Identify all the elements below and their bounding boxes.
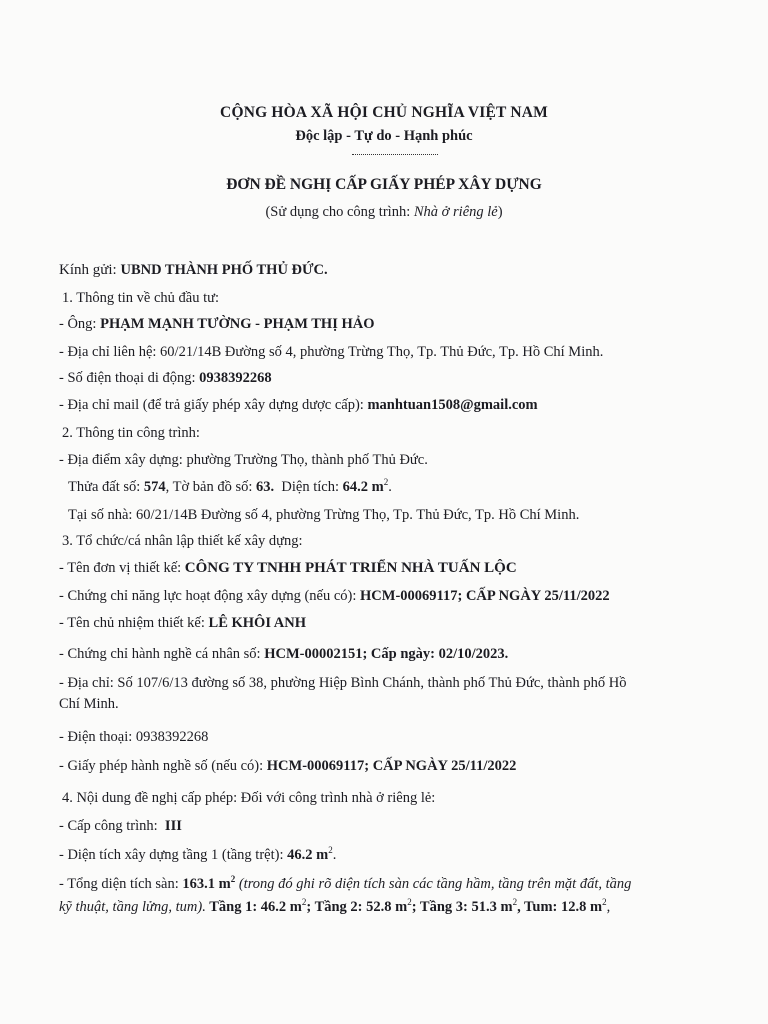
- form-title: ĐƠN ĐỀ NGHỊ CẤP GIẤY PHÉP XÂY DỰNG: [226, 176, 542, 193]
- design-lead-line: - Tên chủ nhiệm thiết kế: LÊ KHÔI ANH: [59, 615, 307, 631]
- motto: Độc lập - Tự do - Hạnh phúc: [295, 128, 473, 144]
- recipient-line: Kính gửi: UBND THÀNH PHỐ THỦ ĐỨC.: [59, 262, 328, 278]
- plot-line: Thửa đất số: 574, Tờ bản đồ số: 63. Diện tích: 64.2 $m^2$.: [68, 477, 392, 495]
- construction-grade-line: - Cấp công trình: III: [59, 818, 182, 834]
- section-1-title: 1. Thông tin về chủ đầu tư:: [62, 290, 220, 306]
- capability-cert-line: - Chứng chỉ năng lực hoạt động xây dựng (nếu có): HCM-00069117; CẤP NGÀY 25/11/2022: [59, 588, 610, 604]
- personal-cert-line: - Chứng chỉ hành nghề cá nhân số: HCM-00002151; Cấp ngày: 02/10/2023.: [59, 646, 509, 662]
- designer-phone-line: - Điện thoại: 0938392268: [59, 729, 209, 745]
- designer-address-line-2: Chí Minh.: [59, 696, 119, 712]
- practice-license-line: - Giấy phép hành nghề số (nếu có): HCM-00069117; CẤP NGÀY 25/11/2022: [59, 758, 517, 774]
- total-floor-area-line-1: - Tổng diện tích sàn: 163.1 $m^2$ (trong đó ghi rõ diện tích sàn các tầng hầm, tầng trên mặt đất, tầng: [59, 874, 632, 892]
- ground-floor-area-line: - Diện tích xây dựng tầng 1 (tầng trệt): 46.2 $m^2$.: [59, 845, 337, 863]
- total-floor-area-line-2: kỹ thuật, tầng lửng, tum). Tầng 1: 46.2 $m^2$; Tầng 2: 52.8 $m^2$; Tầng 3: 51.3 $m^2$, Tum: 12.8 $m^2$,: [59, 897, 611, 915]
- nation-header: CỘNG HÒA XÃ HỘI CHỦ NGHĨA VIỆT NAM: [220, 104, 548, 121]
- designer-address-line-1: - Địa chỉ: Số 107/6/13 đường số 38, phường Hiệp Bình Chánh, thành phố Thủ Đức, thành phố Hồ: [59, 675, 627, 691]
- form-subtitle: (Sử dụng cho công trình: Nhà ở riêng lẻ): [265, 204, 503, 220]
- site-location-line: - Địa điểm xây dựng: phường Trường Thọ, thành phố Thủ Đức.: [59, 452, 428, 468]
- house-address-line: Tại số nhà: 60/21/14B Đường số 4, phường Trừng Thọ, Tp. Thủ Đức, Tp. Hồ Chí Minh.: [68, 507, 580, 523]
- phone-line: - Số điện thoại di động: 0938392268: [59, 370, 272, 386]
- mail-line: - Địa chỉ mail (để trả giấy phép xây dựng dược cấp): manhtuan1508@gmail.com: [59, 397, 538, 413]
- contact-address-line: - Địa chỉ liên hệ: 60/21/14B Đường số 4, phường Trừng Thọ, Tp. Thủ Đức, Tp. Hồ Chí Minh.: [59, 344, 604, 360]
- design-unit-line: - Tên đơn vị thiết kế: CÔNG TY TNHH PHÁT TRIỂN NHÀ TUẤN LỘC: [59, 560, 517, 576]
- section-2-title: 2. Thông tin công trình:: [62, 425, 200, 441]
- motto-divider: [352, 154, 438, 155]
- owner-line: - Ông: PHẠM MẠNH TƯỜNG - PHẠM THỊ HẢO: [59, 316, 375, 332]
- section-4-title: 4. Nội dung đề nghị cấp phép: Đối với công trình nhà ở riêng lẻ:: [62, 790, 436, 806]
- section-3-title: 3. Tổ chức/cá nhân lập thiết kế xây dựng:: [62, 533, 303, 549]
